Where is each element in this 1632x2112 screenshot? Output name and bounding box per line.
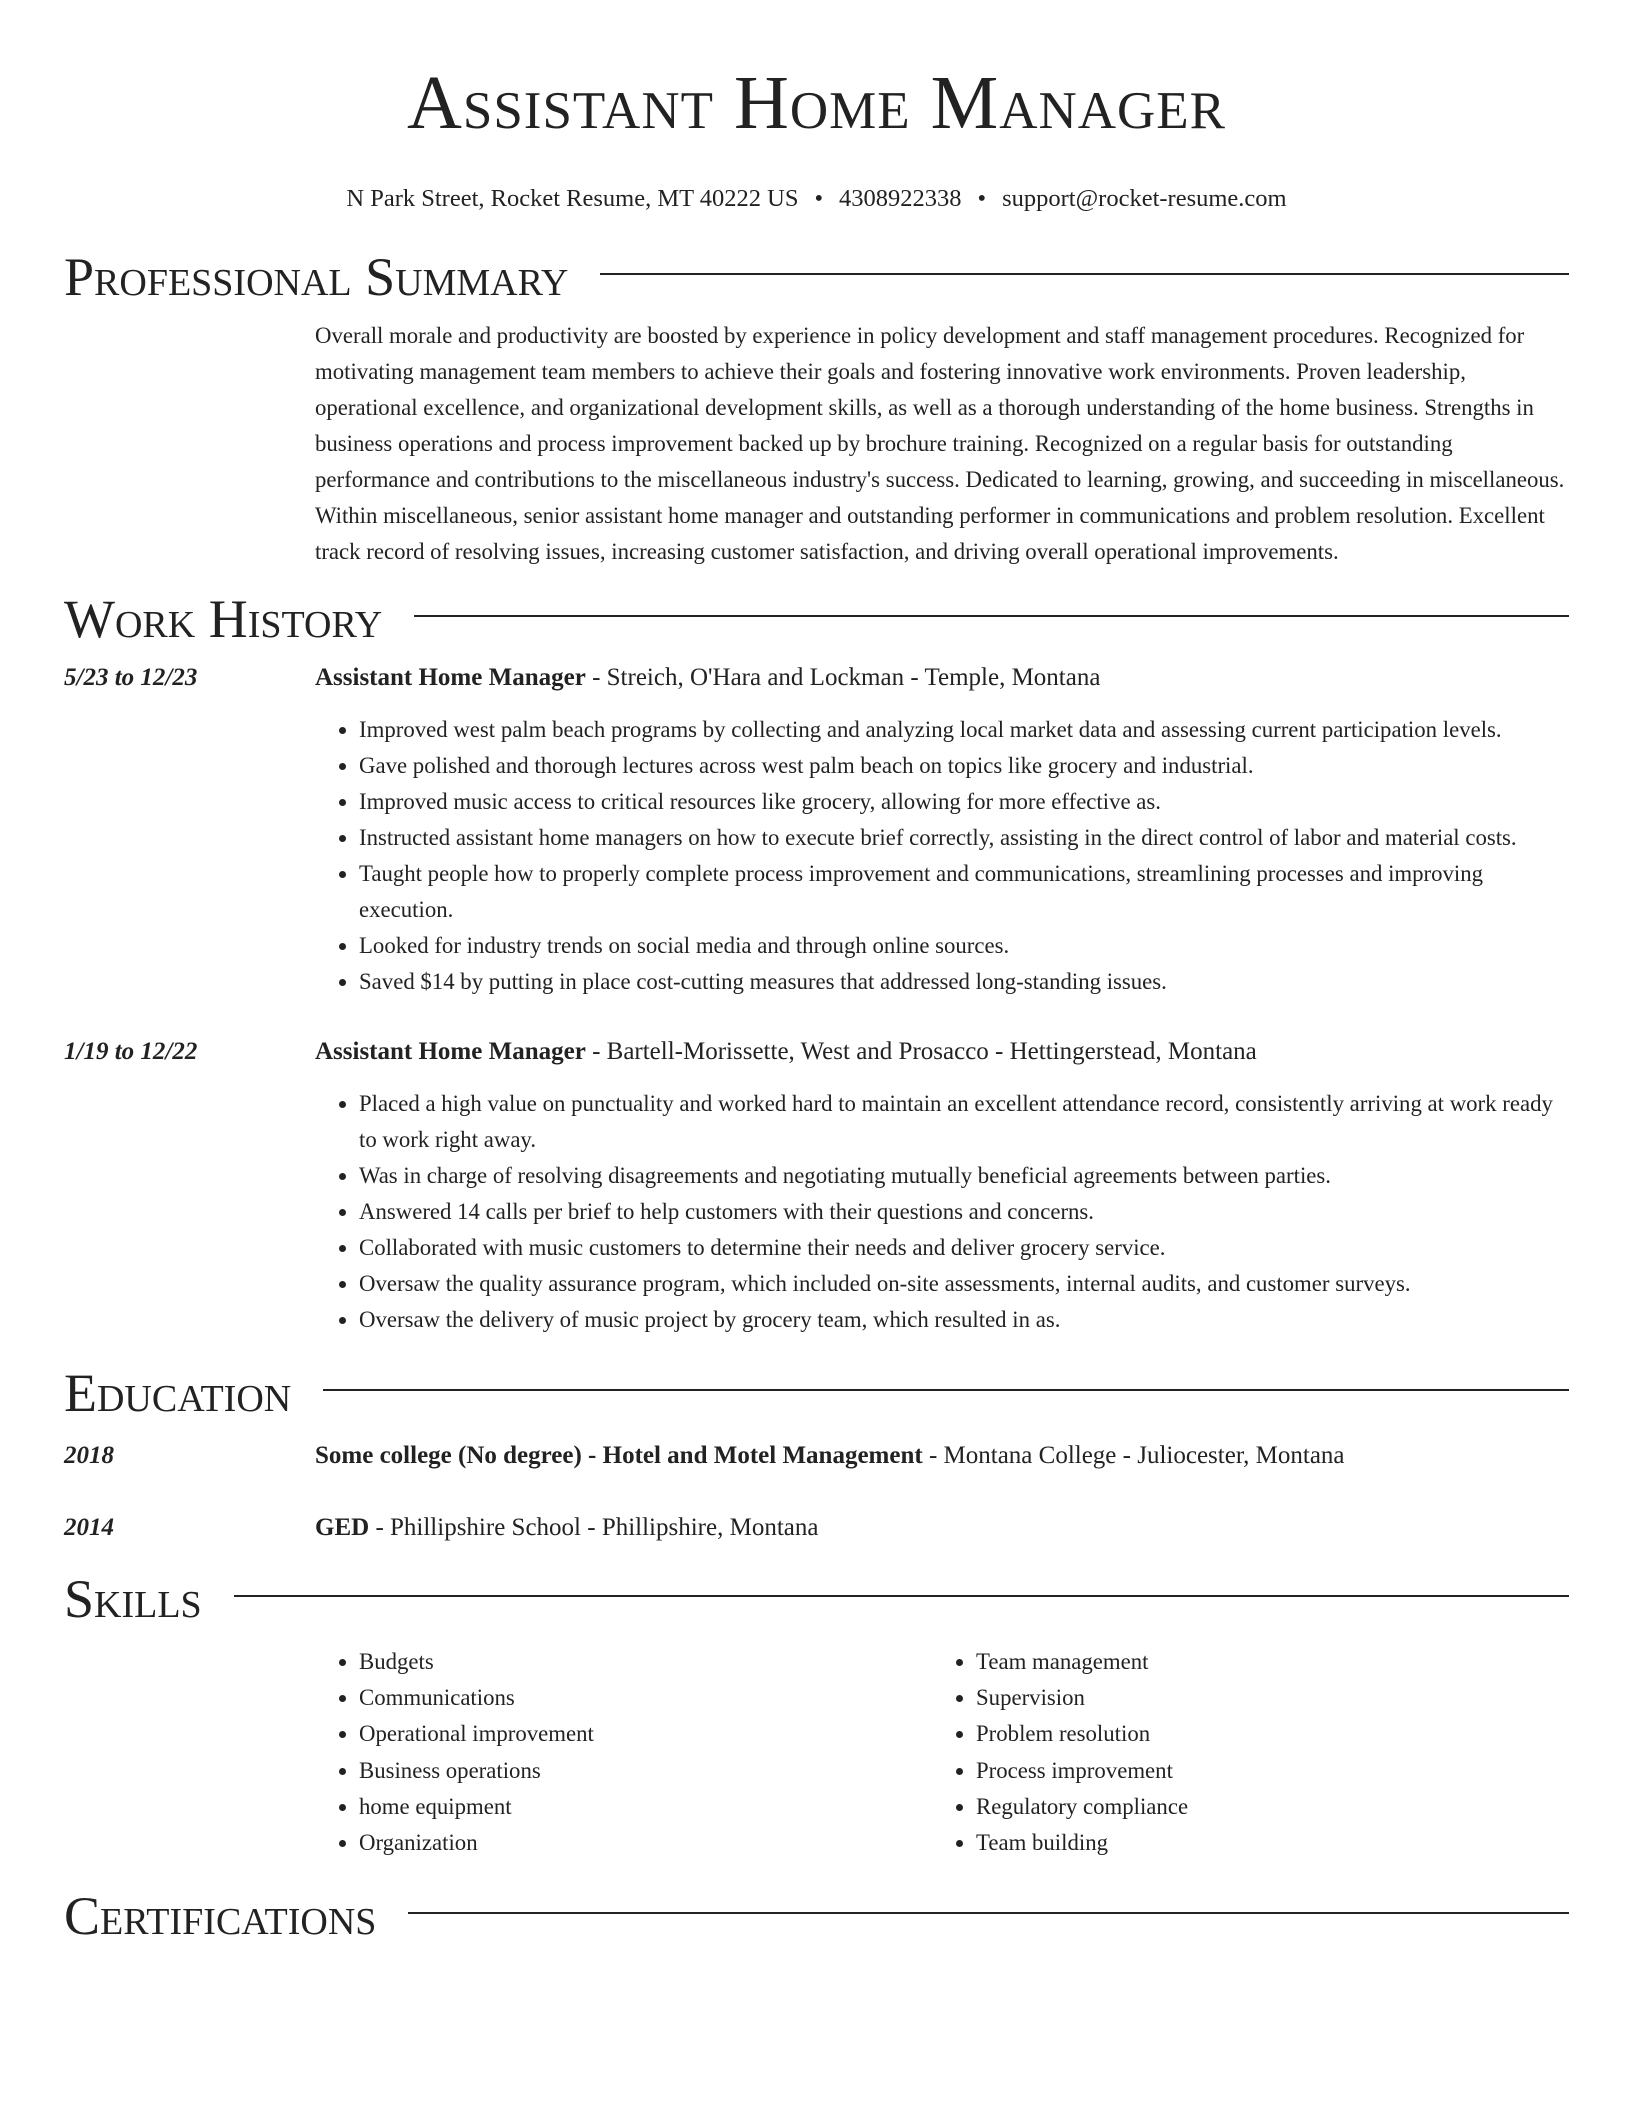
- section-title: Professional Summary: [64, 247, 569, 307]
- contact-line: [64, 184, 1569, 214]
- list-item: • Problem resolution: [976, 1716, 1549, 1752]
- education-line: [315, 1438, 1569, 1474]
- education-heading: [64, 1360, 1569, 1426]
- job-title-line: [315, 1034, 1569, 1070]
- list-item: • Saved $14 by putting in place cost-cutting measures that addressed long-standing issues.: [359, 964, 1569, 1000]
- separator-dot: •: [977, 185, 987, 212]
- list-item: • home equipment: [359, 1789, 932, 1825]
- list-item: • Instructed assistant home managers on how to execute brief correctly, assisting in the direct control of labor and material costs.: [359, 820, 1569, 856]
- section-title: Work History: [64, 589, 383, 649]
- skills-section: [64, 1566, 1569, 1861]
- certifications-heading: [64, 1883, 1569, 1949]
- education-degree: Some college (No degree) - Hotel and Motel Management: [315, 1442, 923, 1469]
- list-item: • Budgets: [359, 1644, 932, 1680]
- section-title: Certifications: [64, 1886, 377, 1947]
- list-item: • Team building: [976, 1825, 1549, 1861]
- education-entry: [64, 1438, 1569, 1474]
- list-item: • Answered 14 calls per brief to help customers with their questions and concerns.: [359, 1194, 1569, 1230]
- skills-list: [315, 1644, 932, 1861]
- education-entry: [64, 1510, 1569, 1546]
- education-school: - Phillipshire School - Phillipshire, Montana: [369, 1514, 819, 1541]
- job-role: Assistant Home Manager: [315, 1038, 586, 1065]
- list-item: • Business operations: [359, 1753, 932, 1789]
- summary-section: [64, 244, 1569, 570]
- resume-page: [64, 0, 1569, 1949]
- contact-email: support@rocket-resume.com: [1002, 185, 1287, 212]
- list-item: • Collaborated with music customers to determine their needs and deliver grocery service.: [359, 1230, 1569, 1266]
- list-item: • Process improvement: [976, 1753, 1549, 1789]
- job-dates: 1/19 to 12/22: [64, 1038, 198, 1065]
- education-school: - Montana College - Juliocester, Montana: [922, 1442, 1345, 1469]
- job-body: [315, 660, 1569, 1000]
- certifications-section: [64, 1883, 1569, 1949]
- skills-column-left: [315, 1644, 932, 1861]
- summary-text: Overall morale and productivity are boosted by experience in policy development and staff management procedures. Recognized for motivating management team members to achieve their goals and fostering innovative work environments. Proven leadership, operational excellence, and organizational development skills, as well as a thorough understanding of the home business. Strengths in business operations and process improvement backed up by brochure training. Recognized on a regular basis for outstanding performance and contributions to the miscellaneous industry's success. Dedicated to learning, growing, and succeeding in miscellaneous. Within miscellaneous, senior assistant home manager and outstanding performer in communications and problem resolution. Excellent track record of resolving issues, increasing customer satisfaction, and driving overall operational improvements.: [315, 323, 1565, 564]
- list-item: • Gave polished and thorough lectures across west palm beach on topics like grocery and industrial.: [359, 748, 1569, 784]
- section-title: Education: [64, 1363, 292, 1423]
- skills-column-right: [932, 1644, 1549, 1861]
- work-history-section: [64, 586, 1569, 1338]
- list-item: • Supervision: [976, 1680, 1549, 1716]
- list-item: • Improved west palm beach programs by collecting and analyzing local market data and assessing current participation levels.: [359, 712, 1569, 748]
- summary-heading: [64, 244, 1569, 310]
- job-entry: [64, 1034, 1569, 1338]
- section-divider: [323, 1389, 1569, 1391]
- list-item: • Operational improvement: [359, 1716, 932, 1752]
- contact-phone: 4308922338: [839, 185, 962, 212]
- education-body: [315, 1438, 1569, 1474]
- section-divider: [600, 273, 1569, 275]
- list-item: • Taught people how to properly complete process improvement and communications, streamlining processes and improving execution.: [359, 856, 1569, 928]
- job-employer: - Streich, O'Hara and Lockman - Temple, Montana: [585, 664, 1101, 691]
- list-item: • Placed a high value on punctuality and worked hard to maintain an excellent attendance record, consistently arriving at work ready to work right away.: [359, 1086, 1569, 1158]
- contact-address: N Park Street, Rocket Resume, MT 40222 US: [346, 185, 799, 212]
- list-item: • Regulatory compliance: [976, 1789, 1549, 1825]
- separator-dot: •: [814, 185, 824, 212]
- education-body: [315, 1510, 1569, 1546]
- section-divider: [234, 1595, 1569, 1597]
- section-divider: [408, 1912, 1569, 1914]
- job-body: [315, 1034, 1569, 1338]
- education-degree: GED: [315, 1514, 370, 1541]
- resume-name: Assistant Home Manager: [406, 61, 1227, 145]
- section-divider: [414, 615, 1569, 617]
- job-bullets: [315, 712, 1569, 1000]
- list-item: • Improved music access to critical resources like grocery, allowing for more effective as.: [359, 784, 1569, 820]
- skills-columns: [315, 1644, 1569, 1861]
- work-history-heading: [64, 586, 1569, 652]
- job-dates: 5/23 to 12/23: [64, 664, 198, 691]
- education-line: [315, 1510, 1569, 1546]
- skills-heading: [64, 1566, 1569, 1632]
- list-item: • Oversaw the delivery of music project by grocery team, which resulted in as.: [359, 1302, 1569, 1338]
- list-item: • Oversaw the quality assurance program, which included on-site assessments, internal audits, and customer surveys.: [359, 1266, 1569, 1302]
- education-section: [64, 1360, 1569, 1546]
- job-bullets: [315, 1086, 1569, 1338]
- job-entry: [64, 660, 1569, 1000]
- job-employer: - Bartell-Morissette, West and Prosacco - Hettingerstead, Montana: [585, 1038, 1257, 1065]
- list-item: • Communications: [359, 1680, 932, 1716]
- list-item: • Team management: [976, 1644, 1549, 1680]
- job-title-line: [315, 660, 1569, 696]
- skills-list: [932, 1644, 1549, 1861]
- job-role: Assistant Home Manager: [315, 664, 586, 691]
- list-item: • Organization: [359, 1825, 932, 1861]
- list-item: • Was in charge of resolving disagreements and negotiating mutually beneficial agreements between parties.: [359, 1158, 1569, 1194]
- list-item: • Looked for industry trends on social media and through online sources.: [359, 928, 1569, 964]
- education-year: 2018: [64, 1442, 114, 1469]
- section-title: Skills: [64, 1569, 202, 1629]
- education-year: 2014: [64, 1514, 114, 1541]
